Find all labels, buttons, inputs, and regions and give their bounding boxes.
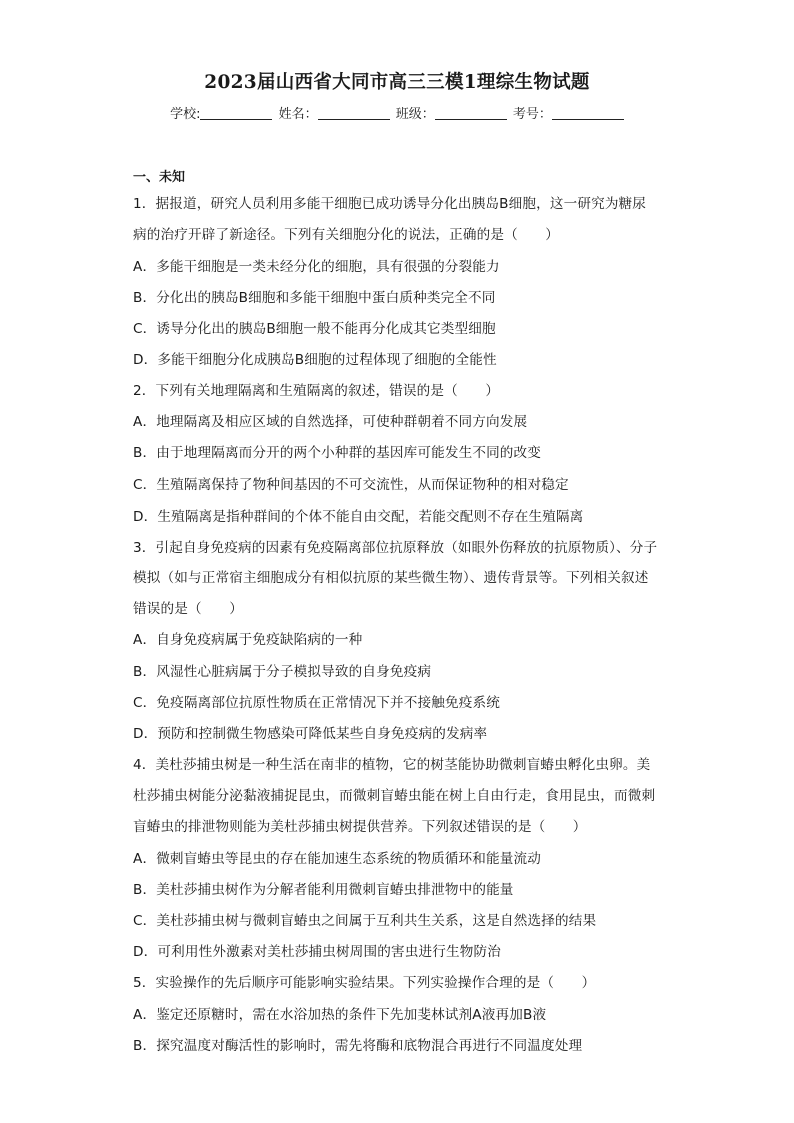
- option-line: C．生殖隔离保持了物种间基因的不可交流性，从而保证物种的相对稳定: [133, 477, 569, 493]
- question-line: 错误的是（ ）: [133, 601, 243, 617]
- class-blank[interactable]: [435, 106, 507, 120]
- option-line: A．自身免疫病属于免疫缺陷病的一种: [133, 632, 363, 648]
- question-line: 病的治疗开辟了新途径。下列有关细胞分化的说法，正确的是（ ）: [133, 227, 560, 243]
- school-blank[interactable]: [200, 106, 272, 120]
- option-line: B．分化出的胰岛B细胞和多能干细胞中蛋白质种类完全不同: [133, 290, 496, 306]
- number-label: 考号：: [512, 107, 552, 122]
- question-line: 杜莎捕虫树能分泌黏液捕捉昆虫，而微刺盲蝽虫能在树上自由行走，食用昆虫，而微刺: [133, 788, 656, 804]
- number-blank[interactable]: [552, 106, 624, 120]
- class-label: 班级：: [395, 107, 435, 122]
- question-line: 5．实验操作的先后顺序可能影响实验结果。下列实验操作合理的是（ ）: [133, 975, 596, 991]
- question-line: 4．美杜莎捕虫树是一种生活在南非的植物，它的树茎能协助微刺盲蝽虫孵化虫卵。美: [133, 757, 651, 773]
- option-line: A．多能干细胞是一类未经分化的细胞，具有很强的分裂能力: [133, 259, 500, 275]
- question-line: 1．据报道，研究人员利用多能干细胞已成功诱导分化出胰岛B细胞，这一研究为糖尿: [133, 196, 647, 212]
- question-line: 3．引起自身免疫病的因素有免疫隔离部位抗原释放（如眼外伤释放的抗原物质）、分子: [133, 540, 658, 556]
- option-line: A．地理隔离及相应区域的自然选择，可使种群朝着不同方向发展: [133, 414, 528, 430]
- option-line: D．预防和控制微生物感染可降低某些自身免疫病的发病率: [133, 726, 488, 742]
- name-label: 姓名：: [278, 107, 318, 122]
- option-line: B．风湿性心脏病属于分子模拟导致的自身免疫病: [133, 664, 432, 680]
- question-line: 2．下列有关地理隔离和生殖隔离的叙述，错误的是（ ）: [133, 383, 500, 399]
- question-line: 盲蝽虫的排泄物则能为美杜莎捕虫树提供营养。下列叙述错误的是（ ）: [133, 819, 587, 835]
- option-line: C．美杜莎捕虫树与微刺盲蝽虫之间属于互利共生关系，这是自然选择的结果: [133, 913, 597, 929]
- section-heading: 一、未知: [133, 170, 186, 185]
- question-line: 模拟（如与正常宿主细胞成分有相似抗原的某些微生物）、遗传背景等。下列相关叙述: [133, 570, 649, 586]
- option-line: D．可利用性外激素对美杜莎捕虫树周围的害虫进行生物防治: [133, 944, 501, 960]
- option-line: A．鉴定还原糖时，需在水浴加热的条件下先加斐林试剂A液再加B液: [133, 1007, 547, 1023]
- option-line: C．免疫隔离部位抗原性物质在正常情况下并不接触免疫系统: [133, 695, 500, 711]
- option-line: C．诱导分化出的胰岛B细胞一般不能再分化成其它类型细胞: [133, 321, 496, 337]
- school-label: 学校:: [170, 107, 201, 122]
- option-line: D．生殖隔离是指种群间的个体不能自由交配，若能交配则不存在生殖隔离: [133, 509, 584, 525]
- option-line: B．由于地理隔离而分开的两个小种群的基因库可能发生不同的改变: [133, 445, 542, 461]
- option-line: B．探究温度对酶活性的影响时，需先将酶和底物混合再进行不同温度处理: [133, 1038, 583, 1054]
- name-blank[interactable]: [318, 106, 390, 120]
- option-line: A．微刺盲蝽虫等昆虫的存在能加速生态系统的物质循环和能量流动: [133, 851, 542, 867]
- page-title: 2023届山西省大同市高三三模1理综生物试题: [204, 72, 590, 93]
- student-info-row: [0, 103, 794, 122]
- option-line: B．美杜莎捕虫树作为分解者能利用微刺盲蝽虫排泄物中的能量: [133, 882, 514, 898]
- option-line: D．多能干细胞分化成胰岛B细胞的过程体现了细胞的全能性: [133, 352, 497, 368]
